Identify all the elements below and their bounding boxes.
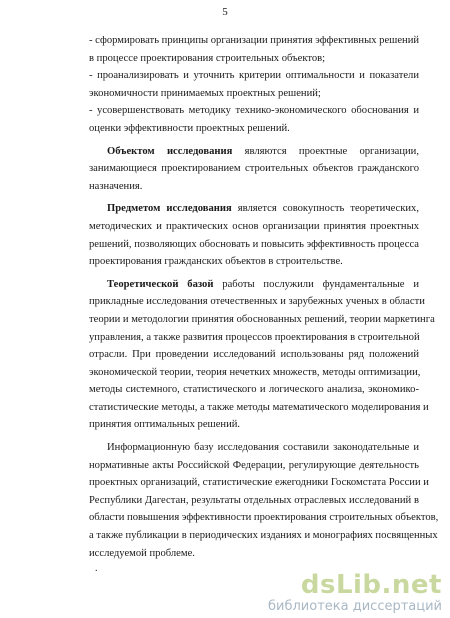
theory-base-term: Теоретической базой xyxy=(107,278,214,290)
document-body xyxy=(89,32,439,562)
paragraph-line: экономичности принимаемых проектных решений; xyxy=(89,87,321,99)
paragraph-line: занимающиеся проектированием строительных объектов гражданского xyxy=(89,163,419,175)
paragraph-line: а также публикации в периодических изданиях и монографиях посвященных xyxy=(89,530,438,542)
research-subject-text: является совокупность теоретических, xyxy=(231,203,419,215)
page-number: 5 xyxy=(222,6,228,18)
paragraph-line: нормативные акты Российской Федерации, регулирующие деятельность xyxy=(89,459,419,471)
paragraph-line: методических и практических основ организации принятия проектных xyxy=(89,220,419,232)
research-subject-term: Предметом исследования xyxy=(107,203,232,215)
paragraph-line: теории и методологии принятия обоснованных решений, теории маркетинга xyxy=(89,313,435,325)
watermark[interactable] xyxy=(268,571,442,614)
paragraph-line: Республики Дагестан, результаты отдельных отраслевых исследований в xyxy=(89,494,419,506)
paragraph-line: оценки эффективности проектных решений. xyxy=(89,122,290,134)
paragraph-line: принятия оптимальных решений. xyxy=(89,419,241,431)
paragraph-line: Информационную базу исследования составили законодательные и xyxy=(107,442,419,454)
paragraph-line: экономической теории, теория нечетких множеств, методы оптимизации, xyxy=(89,366,421,378)
research-subject-line xyxy=(89,200,419,218)
watermark-logo: dsLib.net xyxy=(300,570,442,600)
research-object-text: являются проектные организации, xyxy=(232,145,419,157)
stray-mark: . xyxy=(95,563,98,574)
theory-base-text: работы послужили фундаментальные и xyxy=(213,278,419,290)
paragraph-line: решений, позволяющих обосновать и повысить эффективность процесса xyxy=(89,238,419,250)
paragraph-line: проектных организаций, статистические ежегодники Госкомстата России и xyxy=(89,477,429,489)
paragraph-line: методы системного, статистического и логического анализа, экономико- xyxy=(89,384,419,396)
paragraph-line: области повышения эффективности проектирования строительных объектов, xyxy=(89,512,439,524)
paragraph-line: назначения. xyxy=(89,180,143,192)
paragraph-line: исследуемой проблеме. xyxy=(89,547,195,559)
paragraph-line: - проанализировать и уточнить критерии оптимальности и показатели xyxy=(89,70,419,82)
paragraph-line: - усовершенствовать методику технико-экономического обоснования и xyxy=(89,105,419,117)
paragraph-line: статистические методы, а также методы математического моделирования и xyxy=(89,401,429,413)
paragraph-line: отрасли. При проведении исследований использованы ряд положений xyxy=(89,349,419,361)
paragraph-line: управления, а также развития процессов проектирования в строительной xyxy=(89,331,420,343)
paragraph-line: в процессе проектирования строительных объектов; xyxy=(89,52,326,64)
watermark-subtitle: библиотека диссертаций xyxy=(268,599,442,614)
research-object-term: Объектом исследования xyxy=(107,145,233,157)
paragraph-line: проектирования гражданских объектов в строительстве. xyxy=(89,256,343,268)
theory-base-line xyxy=(89,276,419,294)
paragraph-line: - сформировать принципы организации принятия эффективных решений xyxy=(89,35,420,46)
paragraph-line: прикладные исследования отечественных и зарубежных ученых в области xyxy=(89,296,425,308)
research-object-line xyxy=(89,143,419,161)
